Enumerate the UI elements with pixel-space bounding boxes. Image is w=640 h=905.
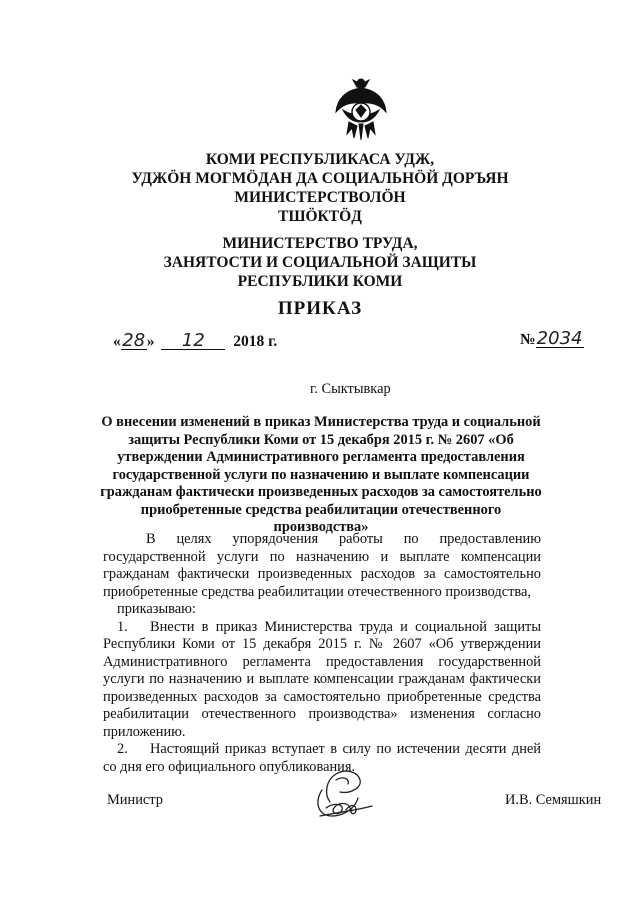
date-year: 2018 г. — [233, 333, 278, 350]
header-komi — [0, 150, 640, 226]
order-body — [103, 531, 541, 776]
header-komi-line4: ТШÖКТÖД — [278, 208, 362, 225]
date-day: 28 — [122, 330, 146, 351]
date-close-quote: » — [146, 333, 155, 350]
order-subject: О внесении изменений в приказ Министерства труда и социальной защиты Республики Коми от 15 декабря 2015 г. № 2607 «Об утверждении Административного регламента предоставления государственной услуги по назначению и выплате компенсации гражданам фактически произведенных расходов за самостоятельно приобретенные средства реабилитации отечественного производства» — [100, 414, 542, 535]
intro-paragraph: В целях упорядочения работы по предоставлению государственной услуги по назначению и выплате компенсации гражданам фактически произведенных расходов за самостоятельно приобретенные средства реабилитации отечественного производства, — [103, 531, 541, 600]
city: г. Сыктывкар — [310, 381, 391, 397]
header-ru-line3: РЕСПУБЛИКИ КОМИ — [237, 273, 403, 290]
header-ru-line1: МИНИСТЕРСТВО ТРУДА, — [222, 235, 418, 252]
signer-name: И.В. Семяшкин — [505, 792, 602, 808]
header-ru-line2: ЗАНЯТОСТИ И СОЦИАЛЬНОЙ ЗАЩИТЫ — [163, 254, 477, 271]
header-komi-line1: КОМИ РЕСПУБЛИКАСА УДЖ, — [205, 151, 435, 168]
item-2-number: 2. — [117, 741, 128, 757]
signer-position: Министр — [107, 792, 163, 808]
order-item-1 — [103, 619, 541, 742]
date-month: 12 — [161, 333, 225, 350]
republic-emblem-icon — [333, 74, 389, 144]
document-title: ПРИКАЗ — [277, 298, 363, 319]
number-value: 2034 — [536, 328, 583, 349]
date-open-quote: « — [113, 333, 121, 350]
header-komi-line2: УДЖÖН МОГМÖДАН ДА СОЦИАЛЬНÖЙ ДОРЪЯН — [131, 170, 509, 187]
item-1-number: 1. — [117, 618, 128, 635]
order-number — [520, 328, 584, 349]
header-ru — [0, 234, 640, 291]
handwritten-signature — [300, 750, 380, 830]
header-komi-line3: МИНИСТЕРСТВОЛÖН — [234, 189, 406, 206]
item-2-text: Настоящий приказ вступает в силу по истечении десяти дней со дня его официального опубликования. — [103, 741, 541, 775]
number-prefix: № — [520, 331, 536, 348]
order-date — [113, 330, 278, 351]
item-1-text: Внести в приказ Министерства труда и социальной защиты Республики Коми от 15 декабря 2015 г. № 2607 «Об утверждении Административного регламента предоставления государственной услуги по назначению и выплате компенсации гражданам фактически произведенных расходов за самостоятельно приобретенные средства реабилитации отечественного производства» изменения согласно приложению. — [103, 618, 541, 740]
order-word: приказываю: — [117, 601, 196, 617]
